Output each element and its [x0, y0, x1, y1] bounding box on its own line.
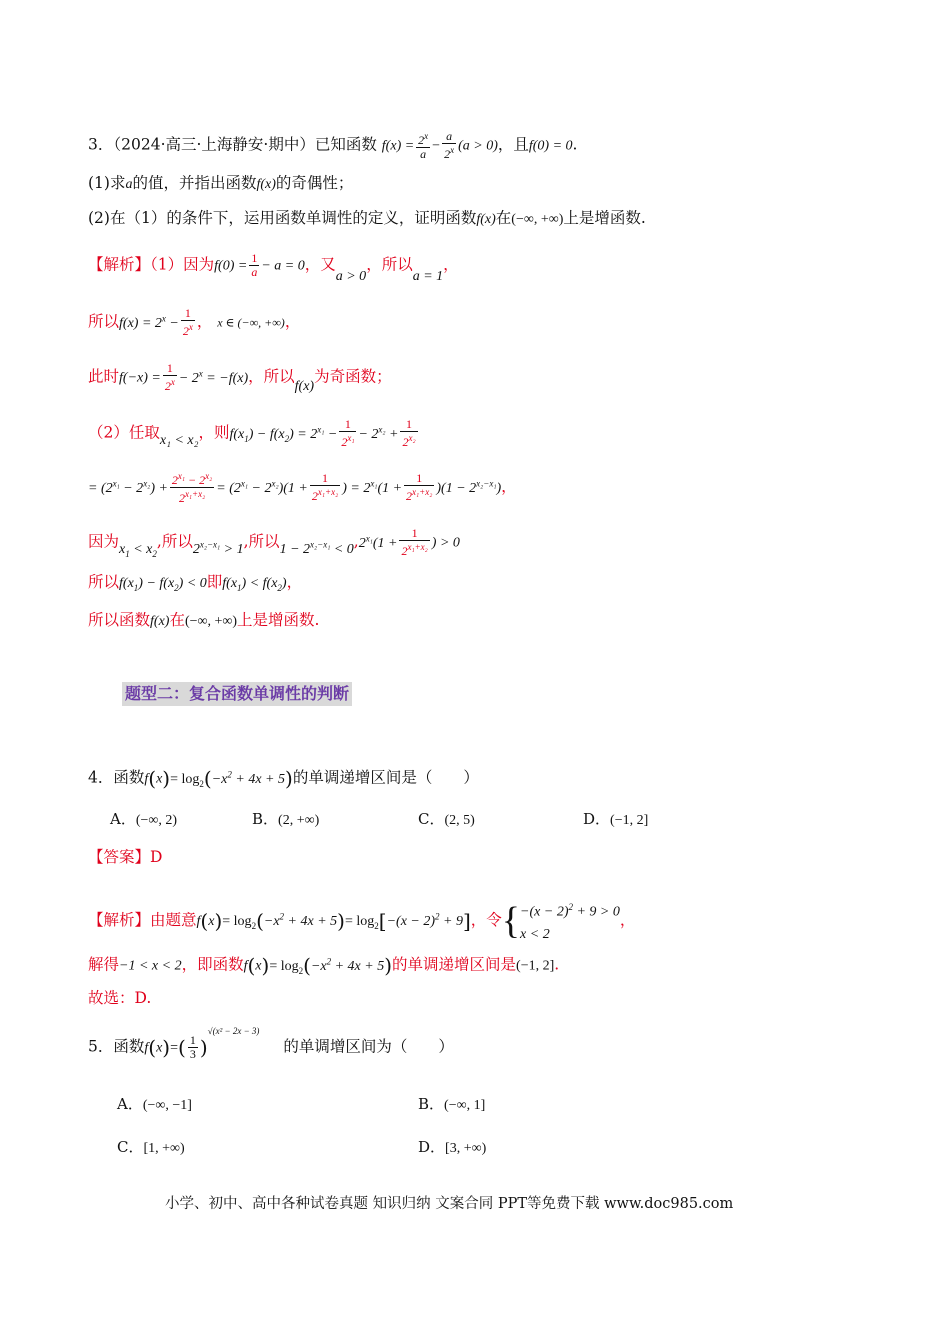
q3-solution-line1: 【解析】（1）因为f(0) = $\frac{1}{a}$ − a = 0，又a > 0，所以a = 1，: [88, 251, 459, 284]
q4-option-b[interactable]: B．(2, +∞): [252, 810, 320, 828]
q3-solution-line4: （2）任取x₁ < x₂，则$f(x_1) - f(x_2) = 2^{x_1}$ − $\frac{1}{2^{x_1}}$ − $2^{x_2}$ + $\frac{1}{2^{x_2}}$: [88, 417, 416, 450]
q3-solution-line7: 所以$f(x_1) - f(x_2) < 0$即$f(x_1) < f(x_2)$，: [88, 573, 303, 593]
q4-stem: 4．函数$f(x)= \log_2(-x^2 + 4x + 5)$的单调递增区间是（ ）: [88, 766, 479, 791]
q3-solution-line2: 所以$f(x) = 2^x$ − $\frac{1}{2^x}$ ， x ∈ (−∞, +∞)，: [88, 306, 301, 339]
q4-final: 故选：D.: [88, 989, 152, 1007]
q5-option-c[interactable]: C．[1, +∞): [117, 1138, 185, 1156]
q3-solution-line3: 此时f(−x) = $\frac{1}{2^x}$ − $2^x = -f(x)$，所以f(x)为奇函数；: [88, 361, 392, 394]
q4-answer: 【答案】D: [88, 848, 163, 866]
q3-solution-line5: = $(2^{x_1} - 2^{x_2})$ + $\frac{2^{x_1} - 2^{x_2}}{2^{x_1+x_2}}$ = $(2^{x_1} - 2^{x_2})(1$ + $\frac{1}{2^{x_1+x_2}}$ ) = $2^{x_1}(1$ + $\frac{1}{2^{x_1+x_2}}$ )$(1 - 2^{x_2-x_1})$，: [88, 471, 517, 505]
q4-solution-line2: 解得−1 < x < 2，即函数$f(x)= \log_2(-x^2 + 4x + 5)$的单调递增区间是(−1, 2].: [88, 953, 560, 978]
q4-option-c[interactable]: C．(2, 5): [418, 810, 475, 828]
q3-part2: (2)在（1）的条件下，运用函数单调性的定义，证明函数f(x)在(−∞, +∞)上是增函数.: [88, 209, 646, 227]
q3-stem: 3．（2024·高三·上海静安·期中）已知函数 f(x) = $\frac{2^x}{a}$ − $\frac{a}{2^x}$ (a > 0)，且f(0) = 0.: [88, 129, 578, 161]
q3-fraction-2: $\frac{a}{2^x}$: [444, 129, 455, 161]
section-heading: 题型二：复合函数单调性的判断: [122, 682, 352, 706]
q5-option-a[interactable]: A．(−∞, −1]: [117, 1095, 192, 1113]
q3-solution-line6: 因为$x_1 < x_2$,所以$2^{x_2-x_1} > 1$,所以$1 - 2^{x_2-x_1} < 0,2^{x_1}(1$ + $\frac{1}{2^{x_1+x_2}}$ ) > 0: [88, 526, 460, 559]
q4-option-d[interactable]: D．(−1, 2]: [583, 810, 649, 828]
q3-part1: (1)求a的值，并指出函数f(x)的奇偶性；: [88, 174, 354, 192]
q4-option-a[interactable]: A．(−∞, 2): [110, 810, 178, 828]
q3-fraction: $\frac{2^x}{a}$: [418, 131, 429, 161]
q5-option-d[interactable]: D．[3, +∞): [418, 1138, 487, 1156]
q5-stem: 5．函数f(x)=( $\frac{1}{3}$ )$^{√(x^2 - 2x - 3)}$的单调增区间为（ ）: [88, 1025, 454, 1061]
q3-function-formula: f(x) =: [381, 138, 415, 154]
q4-solution-line1: 【解析】由题意$f(x)= \log_2(-x^2 + 4x + 5)= \log_2[-(x - 2)^2 + 9]$，令{$-(x - 2)^2 + 9 > 0$ x < 2，: [88, 899, 636, 942]
q5-option-b[interactable]: B．(−∞, 1]: [418, 1095, 486, 1113]
page-footer: 小学、初中、高中各种试卷真题 知识归纳 文案合同 PPT等免费下载 www.doc985.com: [165, 1196, 734, 1212]
q3-solution-line8: 所以函数f(x)在(−∞, +∞)上是增函数.: [88, 611, 320, 629]
